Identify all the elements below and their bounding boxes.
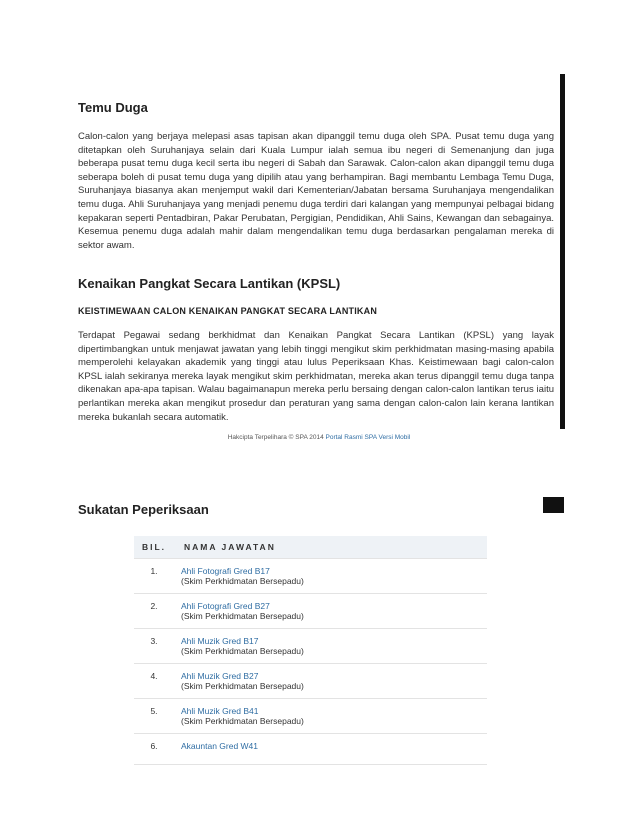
table-row (134, 664, 487, 699)
position-link[interactable]: Ahli Muzik Gred B41 (181, 706, 259, 716)
scheme-text: (Skim Perkhidmatan Bersepadu) (181, 646, 304, 656)
position-link[interactable]: Ahli Fotografi Gred B27 (181, 601, 270, 611)
scheme-text: (Skim Perkhidmatan Bersepadu) (181, 611, 304, 621)
table-row (134, 629, 487, 664)
table-row (134, 699, 487, 734)
exam-syllabus-table (134, 536, 487, 765)
column-header-position: NAMA JAWATAN (174, 536, 487, 559)
vertical-rule (560, 74, 565, 429)
row-number: 6. (134, 734, 174, 765)
section-title-temu-duga: Temu Duga (78, 100, 148, 115)
row-number: 4. (134, 664, 174, 699)
section-body-temu-duga: Calon-calon yang berjaya melepasi asas tapisan akan dipanggil temu duga oleh SPA. Pusat temu duga yang ditetapkan oleh Suruhanjaya selain dari Kuala Lumpur ialah semua ibu negeri di Semenanjung dan juga beberapa pusat temu duga kecil serta ibu negeri di Sabah dan Sarawak. Calon-calon akan dipanggil temu duga seberapa boleh di pusat temu duga yang dipilih atau yang berhampiran. Bagi membantu Lembaga Temu Duga, Suruhanjaya biasanya akan menjemput wakil dari Kementerian/Jabatan bersama Suruhanjaya mengendalikan temu duga. Ahli Suruhanjaya yang menjadi penemu duga terdiri dari kalangan yang mempunyai pelbagai bidang kepakaran seperti Pentadbiran, Pakar Perubatan, Pergigian, Pendidikan, Ahli Sains, Kewangan dan sebagainya. Kesemua penemu duga adalah mahir dalam mengendalikan temu duga berdasarkan pengalaman mereka di sektor awam. (78, 131, 554, 251)
section-title-kpsl: Kenaikan Pangkat Secara Lantikan (KPSL) (78, 276, 341, 291)
position-cell (174, 664, 487, 699)
row-number: 2. (134, 594, 174, 629)
table-row (134, 559, 487, 594)
position-link[interactable]: Akauntan Gred W41 (181, 741, 259, 751)
section-subtitle-kpsl: KEISTIMEWAAN CALON KENAIKAN PANGKAT SECARA LANTIKAN (78, 306, 378, 316)
section-title-sukatan: Sukatan Peperiksaan (78, 502, 209, 517)
page-footer (0, 434, 638, 441)
position-cell (174, 629, 487, 664)
row-number: 5. (134, 699, 174, 734)
position-cell (174, 594, 487, 629)
position-link[interactable]: Ahli Fotografi Gred B17 (181, 566, 270, 576)
table-header-row (134, 536, 487, 559)
position-cell (174, 734, 487, 765)
scheme-text: (Skim Perkhidmatan Bersepadu) (181, 716, 304, 726)
position-cell (174, 699, 487, 734)
copyright-text: Hakcipta Terpelihara © SPA 2014 (227, 434, 324, 441)
position-link[interactable]: Ahli Muzik Gred B27 (181, 671, 259, 681)
table-row (134, 734, 487, 765)
vertical-rule-block (543, 497, 564, 513)
position-link[interactable]: Ahli Muzik Gred B17 (181, 636, 259, 646)
row-number: 3. (134, 629, 174, 664)
scheme-text: (Skim Perkhidmatan Bersepadu) (181, 576, 304, 586)
column-header-no: BIL. (134, 536, 174, 559)
section-body-kpsl: Terdapat Pegawai sedang berkhidmat dan Kenaikan Pangkat Secara Lantikan (KPSL) yang layak dipertimbangkan untuk menjawat jawatan yang lebih tinggi mengikut skim perkhidmatan masing-masing apabila memperolehi kelayakan akademik yang tinggi atau lulus Peperiksaan Khas. Keistimewaan bagi calon-calon KPSL ialah sekiranya mereka layak mengikut skim perkhidmatan, mereka akan terus dipanggil temu duga tanpa dikenakan apa-apa tapisan. Walau bagaimanapun mereka perlu bersaing dengan calon-calon lantikan terus iaitu perlantikan mereka akan mengikut prosedur dan peraturan yang sama dengan calon-calon lain kerana lantikan mereka bukanlah secara automatik. (78, 330, 554, 423)
mobile-portal-link[interactable]: Portal Rasmi SPA Versi Mobil (325, 434, 411, 441)
table-row (134, 594, 487, 629)
position-cell (174, 559, 487, 594)
scheme-text: (Skim Perkhidmatan Bersepadu) (181, 681, 304, 691)
row-number: 1. (134, 559, 174, 594)
